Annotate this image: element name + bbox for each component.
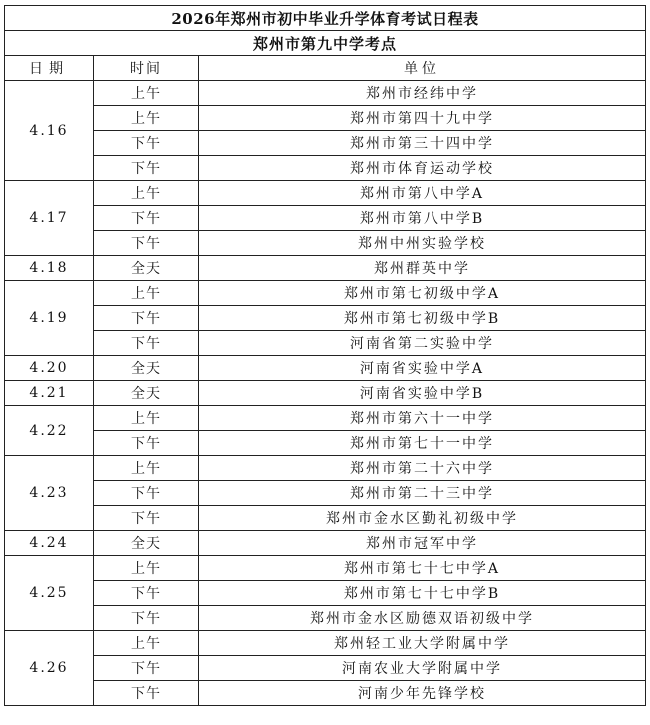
header-time: 时间 — [94, 56, 199, 81]
table-row — [5, 156, 646, 181]
table-row — [5, 81, 646, 106]
date-cell: 4.24 — [5, 531, 94, 556]
date-cell: 4.26 — [5, 631, 94, 706]
header-unit: 单位 — [199, 56, 646, 81]
unit-cell: 郑州市第七初级中学A — [199, 281, 646, 306]
table-row — [5, 506, 646, 531]
table-row — [5, 181, 646, 206]
table-row — [5, 131, 646, 156]
table-row — [5, 356, 646, 381]
unit-cell: 郑州市第七十七中学A — [199, 556, 646, 581]
time-cell: 下午 — [94, 506, 199, 531]
header-date: 日期 — [5, 56, 94, 81]
date-cell: 4.23 — [5, 456, 94, 531]
table-row — [5, 631, 646, 656]
unit-cell: 郑州市第三十四中学 — [199, 131, 646, 156]
time-cell: 下午 — [94, 231, 199, 256]
date-cell: 4.21 — [5, 381, 94, 406]
unit-cell: 郑州市冠军中学 — [199, 531, 646, 556]
time-cell: 全天 — [94, 531, 199, 556]
date-cell: 4.16 — [5, 81, 94, 181]
table-row — [5, 331, 646, 356]
schedule-table — [4, 5, 646, 706]
venue-title: 郑州市第九中学考点 — [5, 31, 646, 56]
unit-cell: 郑州市第七十七中学B — [199, 581, 646, 606]
unit-cell: 郑州市第七初级中学B — [199, 306, 646, 331]
table-row — [5, 456, 646, 481]
time-cell: 下午 — [94, 581, 199, 606]
table-row — [5, 406, 646, 431]
unit-cell: 郑州市第四十九中学 — [199, 106, 646, 131]
table-row — [5, 281, 646, 306]
table-row — [5, 581, 646, 606]
time-cell: 下午 — [94, 331, 199, 356]
date-cell: 4.18 — [5, 256, 94, 281]
time-cell: 下午 — [94, 606, 199, 631]
date-cell: 4.19 — [5, 281, 94, 356]
time-cell: 上午 — [94, 81, 199, 106]
time-cell: 全天 — [94, 256, 199, 281]
unit-cell: 郑州市金水区励德双语初级中学 — [199, 606, 646, 631]
unit-cell: 郑州群英中学 — [199, 256, 646, 281]
time-cell: 下午 — [94, 306, 199, 331]
table-row — [5, 306, 646, 331]
time-cell: 下午 — [94, 131, 199, 156]
time-cell: 下午 — [94, 656, 199, 681]
table-title: 2026年郑州市初中毕业升学体育考试日程表 — [5, 6, 646, 31]
date-cell: 4.20 — [5, 356, 94, 381]
time-cell: 上午 — [94, 631, 199, 656]
table-row — [5, 431, 646, 456]
header-row — [5, 56, 646, 81]
unit-cell: 河南省第二实验中学 — [199, 331, 646, 356]
unit-cell: 河南省实验中学A — [199, 356, 646, 381]
time-cell: 上午 — [94, 106, 199, 131]
time-cell: 下午 — [94, 156, 199, 181]
time-cell: 上午 — [94, 281, 199, 306]
unit-cell: 郑州轻工业大学附属中学 — [199, 631, 646, 656]
unit-cell: 河南农业大学附属中学 — [199, 656, 646, 681]
table-row — [5, 106, 646, 131]
time-cell: 上午 — [94, 181, 199, 206]
schedule-table-body — [5, 6, 646, 706]
unit-cell: 郑州市经纬中学 — [199, 81, 646, 106]
subtitle-row — [5, 31, 646, 56]
unit-cell: 郑州市体育运动学校 — [199, 156, 646, 181]
date-cell: 4.22 — [5, 406, 94, 456]
time-cell: 上午 — [94, 556, 199, 581]
unit-cell: 郑州市第八中学B — [199, 206, 646, 231]
unit-cell: 郑州市第八中学A — [199, 181, 646, 206]
time-cell: 上午 — [94, 406, 199, 431]
table-row — [5, 381, 646, 406]
unit-cell: 郑州市第七十一中学 — [199, 431, 646, 456]
table-row — [5, 231, 646, 256]
unit-cell: 郑州中州实验学校 — [199, 231, 646, 256]
time-cell: 全天 — [94, 356, 199, 381]
table-row — [5, 206, 646, 231]
time-cell: 上午 — [94, 456, 199, 481]
unit-cell: 郑州市第六十一中学 — [199, 406, 646, 431]
table-row — [5, 681, 646, 706]
date-cell: 4.17 — [5, 181, 94, 256]
time-cell: 下午 — [94, 481, 199, 506]
table-row — [5, 656, 646, 681]
time-cell: 全天 — [94, 381, 199, 406]
table-row — [5, 481, 646, 506]
table-row — [5, 256, 646, 281]
table-row — [5, 606, 646, 631]
table-row — [5, 531, 646, 556]
unit-cell: 郑州市第二十三中学 — [199, 481, 646, 506]
unit-cell: 河南少年先锋学校 — [199, 681, 646, 706]
unit-cell: 河南省实验中学B — [199, 381, 646, 406]
time-cell: 下午 — [94, 681, 199, 706]
unit-cell: 郑州市第二十六中学 — [199, 456, 646, 481]
date-cell: 4.25 — [5, 556, 94, 631]
title-row — [5, 6, 646, 31]
time-cell: 下午 — [94, 206, 199, 231]
table-row — [5, 556, 646, 581]
time-cell: 下午 — [94, 431, 199, 456]
unit-cell: 郑州市金水区勤礼初级中学 — [199, 506, 646, 531]
